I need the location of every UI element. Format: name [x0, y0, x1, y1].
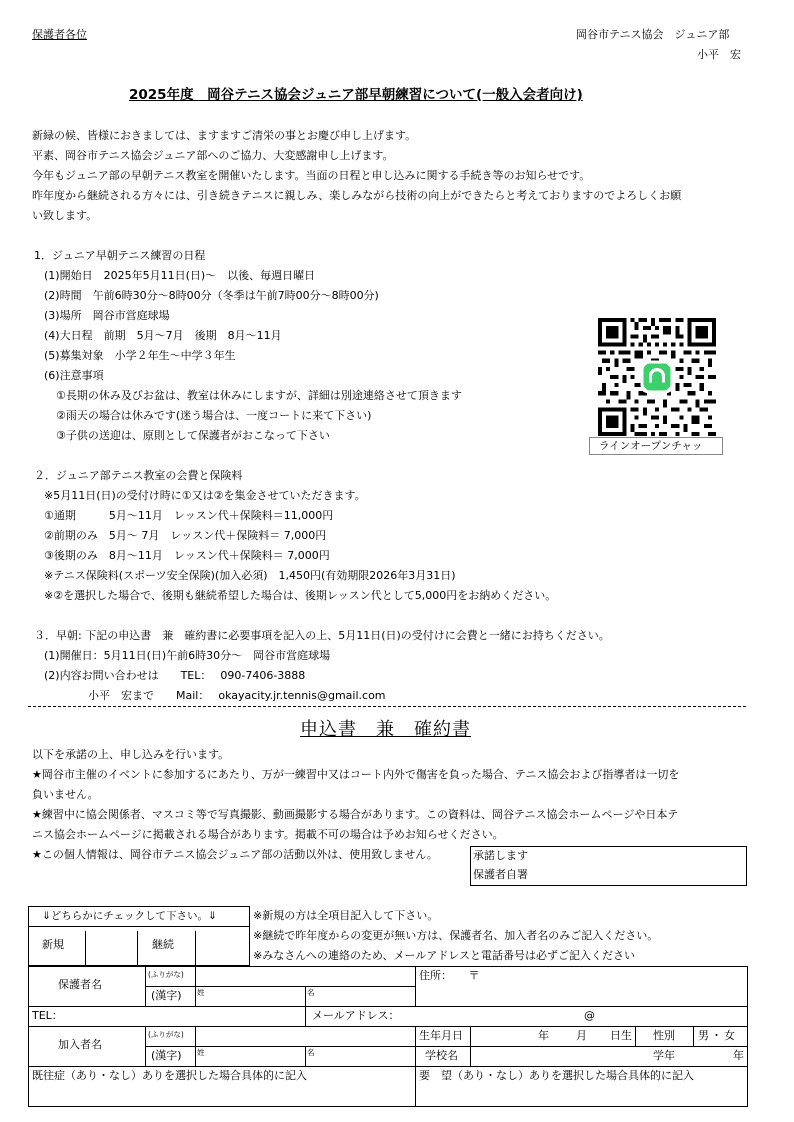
guardian-name-label: 保護者名: [58, 978, 102, 991]
mail-at-sign: @: [584, 1009, 595, 1022]
request-input[interactable]: [416, 1084, 747, 1106]
birth-day-unit: 日生: [610, 1029, 632, 1042]
consent-line: ★岡谷市主催のイベントに参加するにあたり、万が一練習中又はコート内外で傷害を負った場合、テニス協会および指導者は一切を: [32, 768, 680, 781]
birthdate-label: 生年月日: [419, 1029, 463, 1042]
member-name-label: 加入者名: [58, 1038, 102, 1051]
section1-item: (4)大日程 前期 5月～7月 後期 8月～11月: [44, 329, 282, 342]
section2-heading: ２．ジュニア部テニス教室の会費と保険料: [34, 469, 243, 482]
section1-item: (2)時間 午前6時30分～8時00分（冬季は午前7時00分～8時00分): [44, 289, 379, 302]
section1-item: (1)開始日 2025年5月11日(日)～ 以後、毎週日曜日: [44, 269, 316, 282]
consent-line: ★この個人情報は、岡谷市テニス協会ジュニア部の活動以外は、使用致しません。: [32, 848, 438, 861]
organization: 岡谷市テニス協会 ジュニア部: [576, 28, 730, 41]
section2-line: ※5月11日(日)の受付け時に①又は②を集金させていただきます。: [44, 489, 366, 502]
grade-unit: 年: [733, 1049, 744, 1062]
school-label: 学校名: [425, 1049, 458, 1062]
guardian-furigana-label: (ふりがな): [148, 970, 184, 979]
tel-input[interactable]: [70, 1007, 305, 1026]
member-sei-label: 姓: [197, 1048, 205, 1057]
intro-line: 新緑の候、皆様におきましては、ますますご清栄の事とお慶び申し上げます。: [32, 129, 417, 142]
intro-line: 今年もジュニア部の早朝テニス教室を開催いたします。当面の日程と申し込みに関する手続き等のお知らせです。: [32, 169, 591, 182]
member-mei-label: 名: [307, 1048, 315, 1057]
section1-item: (6)注意事項: [44, 369, 104, 382]
medical-history-input[interactable]: [29, 1084, 415, 1106]
section3-line: (1)開催日：5月11日(日)午前6時30分～ 岡谷市営庭球場: [44, 649, 331, 662]
author: 小平 宏: [697, 48, 741, 61]
section1-item: (3)場所 岡谷市営庭球場: [44, 309, 170, 322]
gender-label: 性別: [653, 1029, 675, 1042]
section1-item: (5)募集対象 小学２年生～中学３年生: [44, 349, 236, 362]
section2-line: ①通期 5月～11月 レッスン代＋保険料＝11,000円: [44, 509, 334, 522]
continue-checkbox[interactable]: [196, 927, 250, 966]
member-kanji-input[interactable]: [196, 1047, 415, 1066]
section2-line: ※テニス保険料(スポーツ安全保険)(加入必須) 1,450円(有効期限2026年3月31日): [44, 569, 456, 582]
tel-label: TEL：: [32, 1009, 63, 1022]
section1-heading: 1．ジュニア早朝テニス練習の日程: [34, 249, 206, 262]
qr-code-icon[interactable]: [598, 318, 716, 436]
approve-label: 承諾します: [473, 849, 528, 862]
form-note: ※継続で昨年度からの変更が無い方は、保護者名、加入者名のみご記入ください。: [253, 929, 659, 942]
birthdate-input[interactable]: [471, 1027, 635, 1046]
intro-line: 昨年度から継続される方々には、引き続きテニスに親しみ、楽しみながら技術の向上ができたらと考えておりますのでよろしくお願: [32, 189, 682, 202]
section3-heading: ３．早朝: 下記の申込書 兼 確約書に必要事項を記入の上、5月11日(日)の受付けに会費と一緒にお持ちください。: [34, 629, 610, 642]
form-note: ※みなさんへの連絡のため、メールアドレスと電話番号は必ずご記入ください: [253, 949, 636, 962]
guardian-sei-label: 姓: [197, 988, 205, 997]
address-input[interactable]: [416, 967, 748, 1006]
section1-note: ②雨天の場合は休みです(迷う場合は、一度コートに来て下さい): [56, 409, 372, 422]
approve-signature-box[interactable]: [470, 846, 747, 886]
section2-line: ※②を選択した場合で、後期も継続希望した場合は、後期レッスン代として5,000円をお納めください。: [44, 589, 557, 602]
mail-input[interactable]: [410, 1007, 748, 1026]
guardian-mei-label: 名: [307, 988, 315, 997]
section1-note: ①長期の休み及びお盆は、教室は休みにしますが、詳細は別途連絡させて頂きます: [56, 389, 462, 402]
grade-input[interactable]: [680, 1047, 730, 1066]
consent-intro: 以下を承諾の上、申し込みを行います。: [32, 748, 230, 761]
form-note: ※新規の方は全項目記入して下さい。: [253, 909, 439, 922]
member-furigana-label: (ふりがな): [148, 1030, 184, 1039]
check-instruction: ⇓どちらかにチェックして下さい。⇓: [42, 910, 217, 922]
mail-label: メールアドレス：: [312, 1009, 400, 1022]
new-label: 新規: [42, 938, 64, 951]
new-checkbox[interactable]: [86, 927, 137, 966]
section2-line: ③後期のみ 8月～11月 レッスン代＋保険料＝ 7,000円: [44, 549, 330, 562]
section3-line: 小平 宏まで Mail： okayacity.jr.tennis@gmail.com: [44, 689, 386, 702]
consent-line: ★練習中に協会関係者、マスコミ等で写真撮影、動画撮影する場合があります。この資料は、岡谷テニス協会ホームページや日本テ: [32, 808, 679, 821]
guardian-furigana-input[interactable]: [196, 967, 415, 986]
consent-line: 負いません。: [32, 788, 99, 801]
birth-month-unit: 月: [576, 1029, 587, 1042]
request-label: 要 望（あり・なし）ありを選択した場合具体的に記入: [419, 1069, 694, 1082]
member-furigana-input[interactable]: [196, 1027, 415, 1046]
signature-label: 保護者自署: [473, 868, 528, 881]
consent-line: ニス協会ホームページに掲載される場合があります。掲載不可の場合は予めお知らせください。: [32, 828, 504, 841]
document-title: 2025年度 岡谷テニス協会ジュニア部早朝練習について(一般入会者向け): [129, 87, 583, 103]
form-title: 申込書 兼 確約書: [300, 719, 471, 740]
medical-history-label: 既往症（あり・なし）ありを選択した場合具体的に記入: [32, 1069, 307, 1082]
grade-label: 学年: [653, 1049, 675, 1062]
member-kanji-label: (漢字): [151, 1049, 182, 1062]
guardian-kanji-label: (漢字): [151, 989, 182, 1002]
section2-line: ②前期のみ 5月～ 7月 レッスン代＋保険料＝ 7,000円: [44, 529, 327, 542]
cut-line-divider: [28, 706, 746, 707]
birth-year-unit: 年: [538, 1029, 549, 1042]
intro-line: い致します。: [32, 209, 98, 222]
section1-note: ③子供の送迎は、原則として保護者がおこなって下さい: [56, 429, 330, 442]
guardian-kanji-input[interactable]: [196, 987, 415, 1006]
address-label: 住所： 〒: [419, 969, 480, 982]
school-input[interactable]: [471, 1047, 646, 1066]
recipient: 保護者各位: [32, 28, 87, 41]
continue-label: 継続: [152, 938, 174, 951]
section3-line: (2)内容お問い合わせは TEL： 090-7406-3888: [44, 669, 306, 682]
gender-options[interactable]: 男・女: [698, 1029, 737, 1042]
qr-caption: ラインオープンチャッ: [589, 437, 723, 455]
intro-line: 平素、岡谷市テニス協会ジュニア部へのご協力、大変感謝申し上げます。: [32, 149, 394, 162]
